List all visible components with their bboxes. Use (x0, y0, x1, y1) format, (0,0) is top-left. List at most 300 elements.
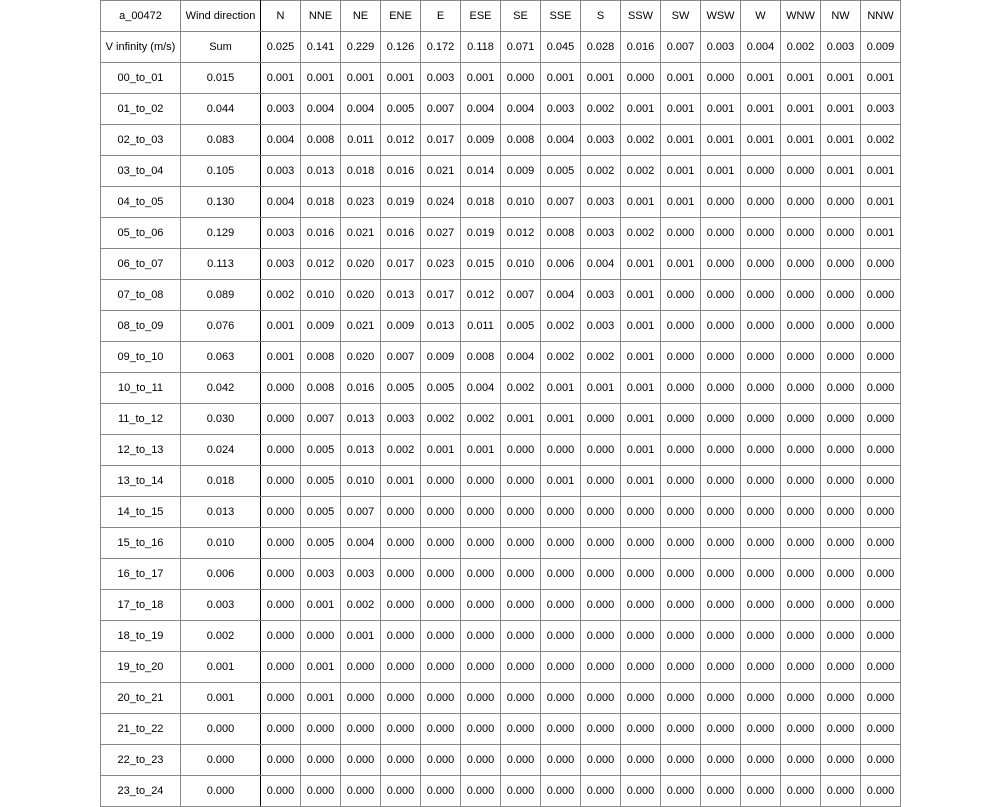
frequency-cell: 0.000 (781, 311, 821, 342)
frequency-cell: 0.000 (701, 652, 741, 683)
frequency-cell: 0.000 (381, 590, 421, 621)
frequency-cell: 0.001 (741, 94, 781, 125)
frequency-cell: 0.003 (581, 218, 621, 249)
frequency-cell: 0.000 (781, 342, 821, 373)
sum-value-sw: 0.007 (661, 32, 701, 63)
frequency-cell: 0.000 (581, 528, 621, 559)
frequency-cell: 0.000 (301, 714, 341, 745)
frequency-cell: 0.000 (781, 435, 821, 466)
frequency-cell: 0.007 (541, 187, 581, 218)
frequency-cell: 0.000 (501, 497, 541, 528)
frequency-cell: 0.006 (541, 249, 581, 280)
frequency-cell: 0.000 (661, 218, 701, 249)
frequency-cell: 0.000 (701, 249, 741, 280)
frequency-cell: 0.000 (461, 466, 501, 497)
row-sum-value: 0.030 (181, 404, 261, 435)
table-row (101, 745, 901, 776)
sum-value-nne: 0.141 (301, 32, 341, 63)
frequency-cell: 0.000 (861, 435, 901, 466)
table-row (101, 63, 901, 94)
row-sum-value: 0.000 (181, 776, 261, 807)
direction-header-sw: SW (661, 1, 701, 32)
row-sum-value: 0.003 (181, 590, 261, 621)
sum-value-ese: 0.118 (461, 32, 501, 63)
v-infinity-label: V infinity (m/s) (101, 32, 181, 63)
frequency-cell: 0.012 (501, 218, 541, 249)
frequency-cell: 0.000 (421, 683, 461, 714)
direction-header-wnw: WNW (781, 1, 821, 32)
frequency-cell: 0.021 (421, 156, 461, 187)
sum-value-sse: 0.045 (541, 32, 581, 63)
direction-header-ene: ENE (381, 1, 421, 32)
frequency-cell: 0.000 (821, 311, 861, 342)
frequency-cell: 0.018 (461, 187, 501, 218)
frequency-cell: 0.000 (461, 652, 501, 683)
frequency-cell: 0.000 (741, 714, 781, 745)
wind-frequency-sheet (100, 0, 900, 800)
speed-bin-label: 04_to_05 (101, 187, 181, 218)
frequency-cell: 0.000 (661, 590, 701, 621)
frequency-cell: 0.000 (701, 311, 741, 342)
frequency-cell: 0.001 (461, 63, 501, 94)
frequency-cell: 0.017 (381, 249, 421, 280)
table-id-cell: a_00472 (101, 1, 181, 32)
frequency-cell: 0.000 (861, 249, 901, 280)
frequency-cell: 0.013 (381, 280, 421, 311)
frequency-cell: 0.004 (501, 342, 541, 373)
frequency-cell: 0.001 (341, 63, 381, 94)
frequency-cell: 0.001 (781, 94, 821, 125)
frequency-cell: 0.012 (301, 249, 341, 280)
frequency-cell: 0.000 (701, 776, 741, 807)
table-row (101, 497, 901, 528)
frequency-cell: 0.000 (461, 745, 501, 776)
frequency-cell: 0.000 (461, 497, 501, 528)
row-sum-value: 0.113 (181, 249, 261, 280)
frequency-cell: 0.001 (861, 218, 901, 249)
frequency-cell: 0.000 (701, 435, 741, 466)
frequency-cell: 0.000 (261, 652, 301, 683)
frequency-cell: 0.000 (661, 342, 701, 373)
frequency-cell: 0.000 (701, 621, 741, 652)
frequency-cell: 0.000 (581, 590, 621, 621)
speed-bin-label: 07_to_08 (101, 280, 181, 311)
frequency-cell: 0.000 (741, 683, 781, 714)
frequency-cell: 0.019 (461, 218, 501, 249)
frequency-cell: 0.000 (821, 528, 861, 559)
frequency-cell: 0.000 (781, 156, 821, 187)
frequency-cell: 0.000 (781, 249, 821, 280)
frequency-cell: 0.000 (621, 776, 661, 807)
table-row (101, 342, 901, 373)
frequency-cell: 0.000 (581, 652, 621, 683)
frequency-cell: 0.005 (541, 156, 581, 187)
frequency-cell: 0.002 (621, 125, 661, 156)
sum-value-ssw: 0.016 (621, 32, 661, 63)
frequency-cell: 0.000 (261, 745, 301, 776)
speed-bin-label: 23_to_24 (101, 776, 181, 807)
frequency-cell: 0.000 (581, 776, 621, 807)
frequency-cell: 0.000 (741, 497, 781, 528)
frequency-cell: 0.000 (821, 404, 861, 435)
frequency-cell: 0.001 (501, 404, 541, 435)
frequency-cell: 0.000 (781, 280, 821, 311)
frequency-cell: 0.000 (741, 466, 781, 497)
frequency-cell: 0.000 (261, 497, 301, 528)
table-row (101, 466, 901, 497)
frequency-cell: 0.015 (461, 249, 501, 280)
sum-value-wnw: 0.002 (781, 32, 821, 63)
frequency-cell: 0.000 (861, 590, 901, 621)
frequency-cell: 0.000 (421, 466, 461, 497)
speed-bin-label: 00_to_01 (101, 63, 181, 94)
frequency-cell: 0.001 (341, 621, 381, 652)
frequency-cell: 0.004 (301, 94, 341, 125)
speed-bin-label: 13_to_14 (101, 466, 181, 497)
frequency-cell: 0.000 (781, 776, 821, 807)
frequency-cell: 0.020 (341, 249, 381, 280)
frequency-cell: 0.002 (261, 280, 301, 311)
frequency-cell: 0.000 (701, 466, 741, 497)
frequency-cell: 0.000 (661, 652, 701, 683)
frequency-cell: 0.000 (461, 714, 501, 745)
frequency-cell: 0.021 (341, 311, 381, 342)
frequency-cell: 0.000 (501, 590, 541, 621)
frequency-cell: 0.000 (781, 683, 821, 714)
frequency-cell: 0.004 (261, 187, 301, 218)
table-row (101, 156, 901, 187)
frequency-cell: 0.016 (381, 218, 421, 249)
speed-bin-label: 21_to_22 (101, 714, 181, 745)
frequency-cell: 0.005 (301, 466, 341, 497)
frequency-cell: 0.003 (261, 156, 301, 187)
frequency-cell: 0.004 (341, 94, 381, 125)
frequency-cell: 0.002 (621, 156, 661, 187)
frequency-cell: 0.000 (741, 652, 781, 683)
frequency-cell: 0.002 (581, 156, 621, 187)
frequency-cell: 0.000 (621, 745, 661, 776)
frequency-cell: 0.000 (661, 745, 701, 776)
direction-header-se: SE (501, 1, 541, 32)
frequency-cell: 0.019 (381, 187, 421, 218)
table-row (101, 280, 901, 311)
row-sum-value: 0.083 (181, 125, 261, 156)
frequency-cell: 0.000 (261, 466, 301, 497)
frequency-cell: 0.000 (861, 373, 901, 404)
frequency-cell: 0.002 (381, 435, 421, 466)
frequency-cell: 0.000 (341, 776, 381, 807)
frequency-cell: 0.007 (421, 94, 461, 125)
frequency-cell: 0.000 (501, 435, 541, 466)
frequency-cell: 0.000 (541, 497, 581, 528)
speed-bin-label: 17_to_18 (101, 590, 181, 621)
frequency-cell: 0.000 (421, 714, 461, 745)
frequency-cell: 0.001 (381, 63, 421, 94)
frequency-cell: 0.000 (701, 683, 741, 714)
sum-row (101, 32, 901, 63)
row-sum-value: 0.001 (181, 683, 261, 714)
frequency-cell: 0.001 (861, 63, 901, 94)
frequency-cell: 0.016 (301, 218, 341, 249)
frequency-cell: 0.000 (261, 559, 301, 590)
frequency-cell: 0.005 (301, 435, 341, 466)
frequency-cell: 0.016 (381, 156, 421, 187)
frequency-cell: 0.000 (461, 621, 501, 652)
frequency-cell: 0.001 (661, 125, 701, 156)
row-sum-value: 0.129 (181, 218, 261, 249)
frequency-cell: 0.000 (421, 745, 461, 776)
frequency-cell: 0.000 (781, 714, 821, 745)
frequency-cell: 0.000 (381, 652, 421, 683)
frequency-cell: 0.000 (821, 559, 861, 590)
frequency-cell: 0.000 (821, 745, 861, 776)
frequency-cell: 0.013 (421, 311, 461, 342)
frequency-cell: 0.010 (501, 249, 541, 280)
frequency-cell: 0.011 (461, 311, 501, 342)
frequency-cell: 0.002 (541, 342, 581, 373)
frequency-cell: 0.000 (421, 590, 461, 621)
frequency-cell: 0.000 (621, 590, 661, 621)
direction-header-s: S (581, 1, 621, 32)
frequency-cell: 0.000 (381, 745, 421, 776)
direction-header-nne: NNE (301, 1, 341, 32)
frequency-cell: 0.001 (781, 63, 821, 94)
frequency-cell: 0.000 (541, 621, 581, 652)
frequency-cell: 0.000 (541, 652, 581, 683)
table-row (101, 528, 901, 559)
frequency-cell: 0.003 (421, 63, 461, 94)
frequency-cell: 0.017 (421, 125, 461, 156)
frequency-cell: 0.000 (501, 466, 541, 497)
table-row (101, 249, 901, 280)
frequency-cell: 0.000 (701, 714, 741, 745)
frequency-cell: 0.000 (861, 311, 901, 342)
frequency-cell: 0.000 (621, 683, 661, 714)
frequency-cell: 0.023 (341, 187, 381, 218)
frequency-cell: 0.000 (701, 280, 741, 311)
table-row (101, 404, 901, 435)
frequency-cell: 0.001 (661, 156, 701, 187)
speed-bin-label: 01_to_02 (101, 94, 181, 125)
frequency-cell: 0.000 (821, 249, 861, 280)
direction-header-ese: ESE (461, 1, 501, 32)
row-sum-value: 0.089 (181, 280, 261, 311)
frequency-cell: 0.000 (541, 590, 581, 621)
frequency-cell: 0.001 (301, 652, 341, 683)
speed-bin-label: 16_to_17 (101, 559, 181, 590)
frequency-cell: 0.002 (621, 218, 661, 249)
frequency-cell: 0.000 (261, 404, 301, 435)
frequency-cell: 0.000 (301, 621, 341, 652)
frequency-cell: 0.000 (781, 621, 821, 652)
frequency-cell: 0.000 (861, 776, 901, 807)
direction-header-sse: SSE (541, 1, 581, 32)
frequency-cell: 0.000 (661, 776, 701, 807)
frequency-cell: 0.013 (341, 404, 381, 435)
frequency-cell: 0.000 (701, 404, 741, 435)
frequency-cell: 0.000 (581, 497, 621, 528)
frequency-cell: 0.000 (861, 621, 901, 652)
frequency-cell: 0.008 (301, 373, 341, 404)
frequency-cell: 0.001 (621, 249, 661, 280)
frequency-cell: 0.003 (261, 249, 301, 280)
wind-direction-header: Wind direction (181, 1, 261, 32)
frequency-cell: 0.001 (741, 63, 781, 94)
frequency-cell: 0.000 (501, 776, 541, 807)
frequency-cell: 0.008 (461, 342, 501, 373)
frequency-cell: 0.000 (821, 683, 861, 714)
frequency-cell: 0.000 (501, 683, 541, 714)
frequency-cell: 0.000 (821, 218, 861, 249)
frequency-cell: 0.000 (661, 621, 701, 652)
table-row (101, 776, 901, 807)
row-sum-value: 0.006 (181, 559, 261, 590)
direction-header-nnw: NNW (861, 1, 901, 32)
frequency-cell: 0.000 (541, 776, 581, 807)
table-row (101, 187, 901, 218)
frequency-cell: 0.024 (421, 187, 461, 218)
frequency-cell: 0.000 (661, 466, 701, 497)
frequency-cell: 0.000 (741, 311, 781, 342)
frequency-cell: 0.000 (621, 621, 661, 652)
speed-bin-label: 14_to_15 (101, 497, 181, 528)
speed-bin-label: 19_to_20 (101, 652, 181, 683)
frequency-cell: 0.017 (421, 280, 461, 311)
frequency-cell: 0.000 (581, 466, 621, 497)
frequency-cell: 0.000 (701, 497, 741, 528)
frequency-cell: 0.000 (701, 528, 741, 559)
frequency-cell: 0.000 (661, 683, 701, 714)
frequency-cell: 0.001 (621, 187, 661, 218)
frequency-cell: 0.004 (501, 94, 541, 125)
frequency-cell: 0.000 (821, 342, 861, 373)
frequency-cell: 0.000 (861, 404, 901, 435)
row-sum-value: 0.024 (181, 435, 261, 466)
frequency-cell: 0.016 (341, 373, 381, 404)
frequency-cell: 0.000 (861, 528, 901, 559)
frequency-cell: 0.001 (621, 466, 661, 497)
frequency-cell: 0.001 (781, 125, 821, 156)
frequency-cell: 0.000 (581, 621, 621, 652)
frequency-cell: 0.000 (501, 63, 541, 94)
speed-bin-label: 08_to_09 (101, 311, 181, 342)
frequency-cell: 0.001 (541, 63, 581, 94)
frequency-cell: 0.000 (741, 590, 781, 621)
frequency-cell: 0.000 (741, 776, 781, 807)
frequency-cell: 0.000 (741, 435, 781, 466)
speed-bin-label: 18_to_19 (101, 621, 181, 652)
frequency-cell: 0.005 (501, 311, 541, 342)
frequency-cell: 0.001 (621, 311, 661, 342)
frequency-cell: 0.009 (461, 125, 501, 156)
speed-bin-label: 02_to_03 (101, 125, 181, 156)
frequency-cell: 0.000 (861, 280, 901, 311)
frequency-cell: 0.000 (621, 63, 661, 94)
frequency-cell: 0.000 (661, 714, 701, 745)
frequency-cell: 0.000 (501, 714, 541, 745)
frequency-cell: 0.000 (741, 280, 781, 311)
frequency-cell: 0.000 (741, 187, 781, 218)
frequency-cell: 0.000 (861, 683, 901, 714)
frequency-cell: 0.007 (501, 280, 541, 311)
frequency-cell: 0.000 (821, 280, 861, 311)
frequency-cell: 0.005 (301, 497, 341, 528)
frequency-cell: 0.000 (861, 745, 901, 776)
frequency-cell: 0.001 (701, 156, 741, 187)
frequency-cell: 0.002 (541, 311, 581, 342)
direction-header-e: E (421, 1, 461, 32)
frequency-cell: 0.000 (741, 218, 781, 249)
speed-bin-label: 22_to_23 (101, 745, 181, 776)
frequency-cell: 0.000 (501, 621, 541, 652)
frequency-cell: 0.000 (821, 621, 861, 652)
frequency-cell: 0.001 (741, 125, 781, 156)
frequency-cell: 0.000 (541, 528, 581, 559)
direction-header-ne: NE (341, 1, 381, 32)
table-body (101, 1, 901, 807)
frequency-cell: 0.000 (781, 404, 821, 435)
frequency-cell: 0.001 (621, 435, 661, 466)
sum-value-nnw: 0.009 (861, 32, 901, 63)
frequency-cell: 0.000 (701, 342, 741, 373)
frequency-cell: 0.003 (581, 187, 621, 218)
frequency-cell: 0.003 (861, 94, 901, 125)
frequency-cell: 0.011 (341, 125, 381, 156)
frequency-cell: 0.000 (781, 497, 821, 528)
frequency-cell: 0.004 (261, 125, 301, 156)
frequency-cell: 0.003 (581, 311, 621, 342)
frequency-cell: 0.000 (501, 652, 541, 683)
frequency-cell: 0.001 (661, 249, 701, 280)
frequency-cell: 0.000 (741, 528, 781, 559)
frequency-cell: 0.003 (581, 125, 621, 156)
frequency-cell: 0.023 (421, 249, 461, 280)
row-sum-value: 0.105 (181, 156, 261, 187)
frequency-cell: 0.000 (661, 497, 701, 528)
frequency-cell: 0.000 (861, 466, 901, 497)
row-sum-value: 0.015 (181, 63, 261, 94)
row-sum-value: 0.076 (181, 311, 261, 342)
frequency-cell: 0.000 (741, 249, 781, 280)
frequency-cell: 0.000 (661, 435, 701, 466)
frequency-cell: 0.000 (421, 776, 461, 807)
frequency-cell: 0.014 (461, 156, 501, 187)
frequency-cell: 0.002 (501, 373, 541, 404)
sum-value-nw: 0.003 (821, 32, 861, 63)
frequency-cell: 0.004 (541, 280, 581, 311)
frequency-cell: 0.000 (741, 559, 781, 590)
wind-frequency-table (100, 0, 901, 807)
header-row (101, 1, 901, 32)
frequency-cell: 0.000 (821, 497, 861, 528)
frequency-cell: 0.000 (781, 590, 821, 621)
frequency-cell: 0.000 (461, 528, 501, 559)
frequency-cell: 0.001 (461, 435, 501, 466)
frequency-cell: 0.004 (461, 373, 501, 404)
row-sum-value: 0.013 (181, 497, 261, 528)
row-sum-value: 0.001 (181, 652, 261, 683)
speed-bin-label: 11_to_12 (101, 404, 181, 435)
frequency-cell: 0.004 (581, 249, 621, 280)
direction-header-n: N (261, 1, 301, 32)
frequency-cell: 0.000 (581, 559, 621, 590)
frequency-cell: 0.000 (701, 373, 741, 404)
frequency-cell: 0.000 (741, 404, 781, 435)
frequency-cell: 0.000 (381, 528, 421, 559)
frequency-cell: 0.010 (341, 466, 381, 497)
frequency-cell: 0.000 (701, 218, 741, 249)
frequency-cell: 0.000 (621, 528, 661, 559)
